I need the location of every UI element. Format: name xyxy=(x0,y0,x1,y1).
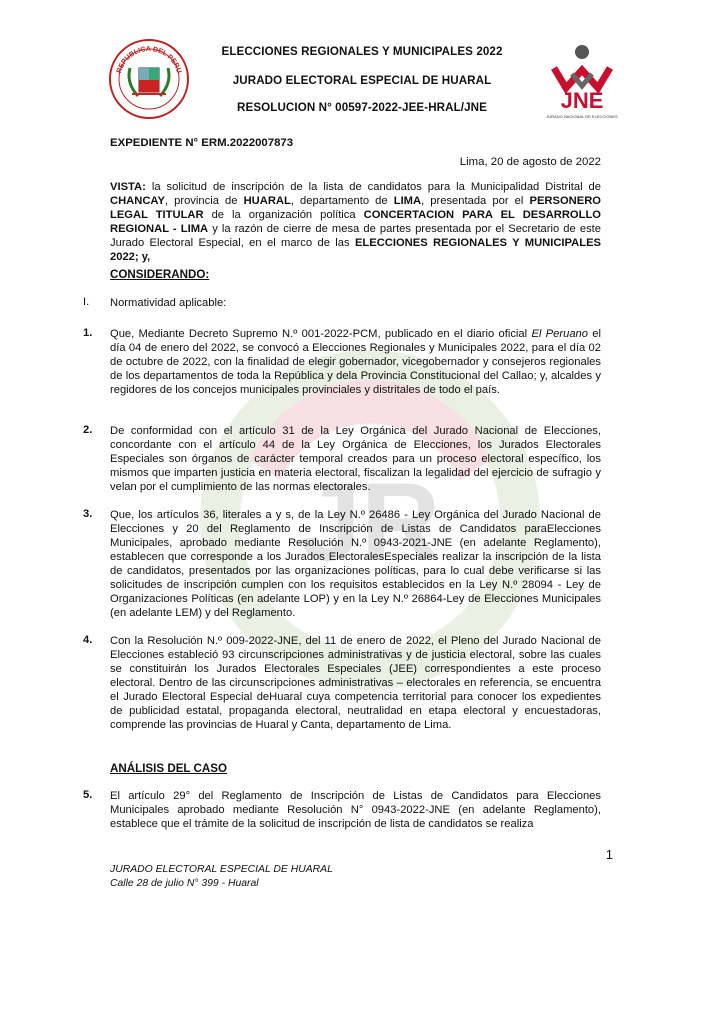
vista-paragraph xyxy=(110,180,601,264)
considerando-title: CONSIDERANDO: xyxy=(110,268,210,281)
vista-elecciones: ELECCIONES REGIONALES Y MUNICIPALES 2022; y, xyxy=(110,237,601,263)
footer-address: Calle 28 de julio N° 399 - Huaral xyxy=(110,878,259,889)
vista-chancay: CHANCAY xyxy=(110,195,165,207)
item-1-text-b: el día 04 de enero del 2022, se convocó a Elecciones Regionales y Municipales 2022, para el día 02 de octubre de 2022, con la finalidad de elegir gobernador, vicegobernador y consejeros regionales de los departamentos de toda la República y dela Provincia Constitucional del Callao; y, alcaldes y regidores de los concejos municipales provinciales y distritales de todo el país. xyxy=(110,328,601,396)
item-5-number: 5. xyxy=(83,789,93,801)
vista-organization: CONCERTACION PARA EL DESARROLLO REGIONAL - LIMA xyxy=(110,209,602,235)
header-elecciones: ELECCIONES REGIONALES Y MUNICIPALES 2022 xyxy=(221,45,503,58)
item-1-number: 1. xyxy=(83,327,93,339)
item-1-text-a: Que, Mediante Decreto Supremo N.º 001-2022-PCM, publicado en el diario oficial xyxy=(110,328,532,340)
document-date: Lima, 20 de agosto de 2022 xyxy=(459,156,601,168)
item-2-text: De conformidad con el artículo 31 de la Ley Orgánica del Jurado Nacional de Elecciones, concordante con el artículo 44 de la Ley Orgánica de Elecciones, los Jurados Electorales Especiales son órganos de carácter temporal creados para un proceso electoral específico, los mismos que imparten justicia en materia electoral, fiscalizan la legalidad del ejercicio de sufragio y velan por el cumplimiento de las normas electorales. xyxy=(110,425,601,493)
item-1-text xyxy=(110,327,601,397)
item-4-number: 4. xyxy=(83,634,93,646)
vista-label: VISTA: xyxy=(110,181,146,193)
item-3-number: 3. xyxy=(83,508,93,520)
svg-text:JR: JR xyxy=(299,461,441,584)
item-3-text: Que, los artículos 36, literales a y s, de la Ley N.º 26486 - Ley Orgánica del Jurado Nacional de Elecciones y 20 del Reglamento de Inscripción de Listas de Candidatos paraElecciones Municipales, aprobado mediante Resolución N.º 0943-2021-JNE (en adelante Reglamento), establecen que corresponde a los Jurados ElectoralesEspeciales realizar la inscripción de la lista de candidatos, presentados por las organizaciones políticas, para lo cual debe verificarse si las solicitudes de inscripción cumplen con los requisitos establecidos en la Ley N.º 28094 - Ley de Organizaciones Políticas (en adelante LOP) y en la Ley N.º 26864-Ley de Elecciones Municipales (en adelante LEM) y del Reglamento. xyxy=(110,509,601,619)
vista-personero: PERSONERO LEGAL TITULAR xyxy=(110,195,601,221)
republica-text: REPUBLICA DEL PERU xyxy=(115,45,183,75)
jne-text: JNE xyxy=(560,88,604,113)
header-resolucion: RESOLUCION N° 00597-2022-JEE-HRAL/JNE xyxy=(237,101,487,114)
vista-text-3: , departamento de xyxy=(290,195,394,207)
item-4-text: Con la Resolución N.º 009-2022-JNE, del 11 de enero de 2022, el Pleno del Jurado Nacional de Elecciones estableció 93 circunscripciones administrativas y de justicia electoral, sobre las cuales se constituirán los Jurados Electorales Especiales (JEE) correspondientes a este proceso electoral. Dentro de las circunscripciones administrativas – electorales en referencia, se encuentra el Jurado Electoral Especial deHuaral cuya competencia territorial para conocer los expedientes de publicidad estatal, propaganda electoral, neutralidad en etapa electoral y encuestadoras, comprende las provincias de Huaral y Canta, departamento de Lima. xyxy=(110,635,601,731)
section-i-text: Normatividad aplicable: xyxy=(110,297,227,309)
vista-text-2: , provincia de xyxy=(164,195,244,207)
item-2-number: 2. xyxy=(83,424,93,436)
vista-lima: LIMA xyxy=(393,195,422,207)
vista-text-4: , presentada por el xyxy=(421,195,530,207)
vista-text-5: de la organización política xyxy=(203,209,364,221)
page-number: 1 xyxy=(605,847,613,862)
expediente-number: EXPEDIENTE N° ERM.2022007873 xyxy=(110,137,294,149)
header-jurado: JURADO ELECTORAL ESPECIAL DE HUARAL xyxy=(232,74,492,87)
item-1-italic: El Peruano xyxy=(531,328,588,340)
vista-text-6: y la razón de cierre de mesa de partes presentada por el Secretario de este Jurado Electoral Especial, en el marco de las xyxy=(110,223,601,249)
footer-jurado: JURADO ELECTORAL ESPECIAL DE HUARAL xyxy=(110,864,333,875)
vista-huaral: HUARAL xyxy=(243,195,291,207)
section-i-number: I. xyxy=(83,296,90,308)
item-5-text: El artículo 29° del Reglamento de Inscripción de Listas de Candidatos para Elecciones Municipales aprobado mediante Resolución N° 0943-2022-JNE (en adelante Reglamento), establece que el trámite de la solicitud de inscripción de lista de candidatos se realiza xyxy=(110,790,601,830)
analisis-title: ANÁLISIS DEL CASO xyxy=(110,762,228,775)
vista-text-1: la solicitud de inscripción de la lista de candidatos para la Municipalidad Distrital de xyxy=(145,181,601,193)
jne-subtext: JURADO NACIONAL DE ELECCIONES xyxy=(546,114,618,119)
